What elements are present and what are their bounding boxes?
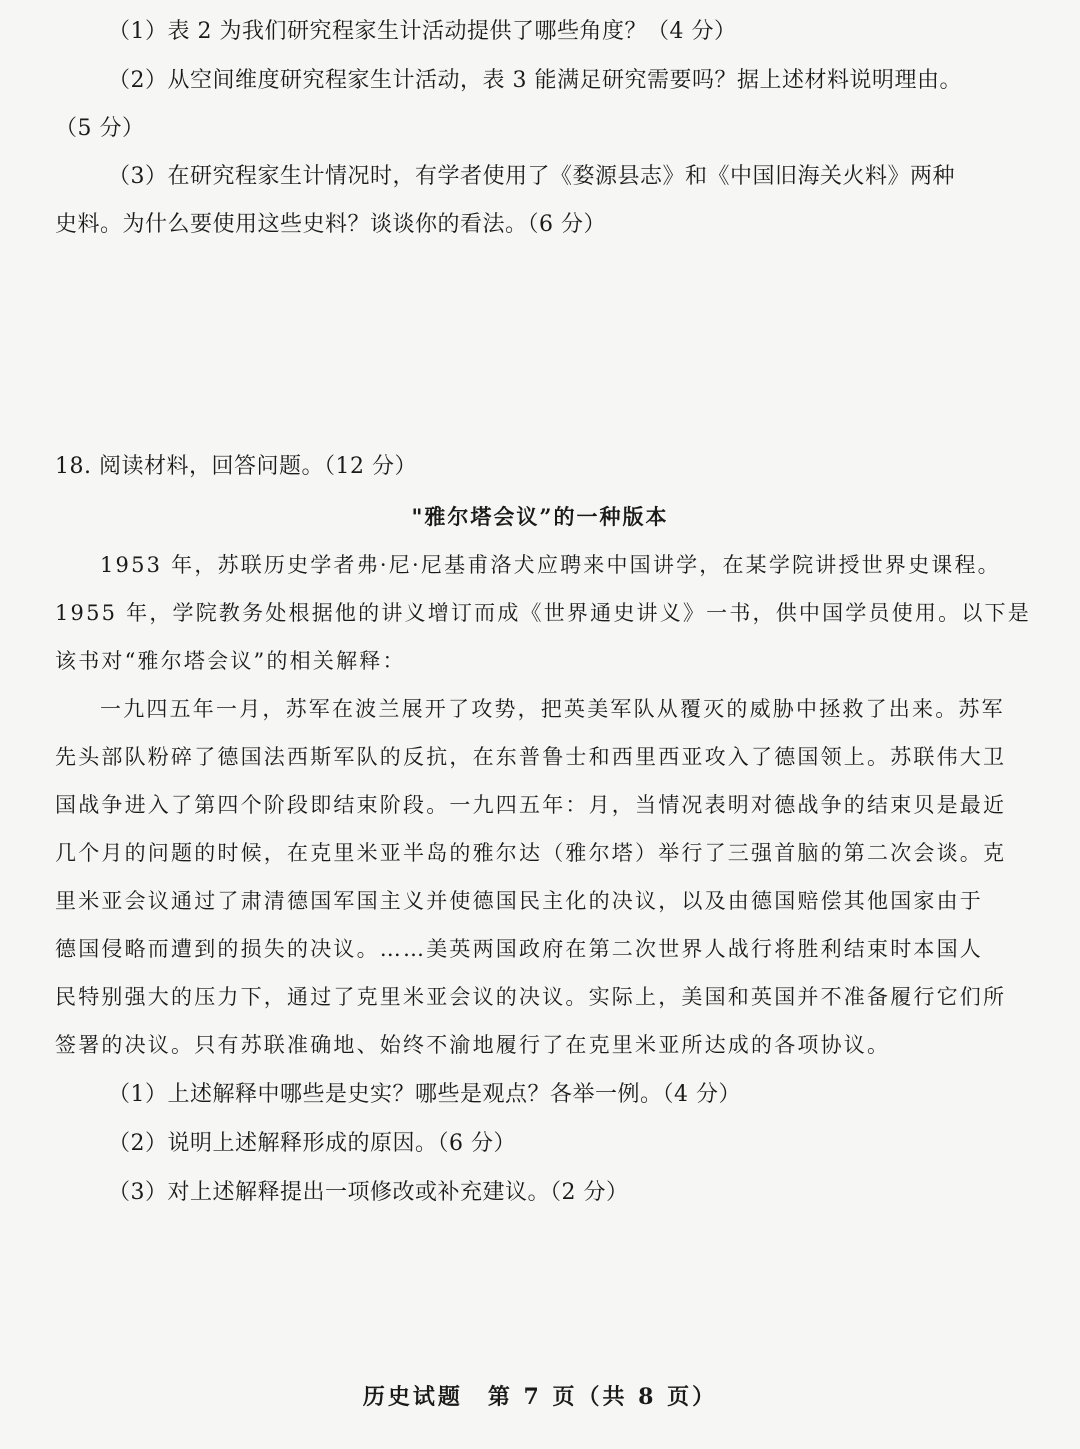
q18-sub3: （3）对上述解释提出一项修改或补充建议。（2 分） <box>108 1180 629 1205</box>
q17-sub3-line2: 史料。为什么要使用这些史料？谈谈你的看法。（6 分） <box>55 212 606 237</box>
quote-line: 先头部队粉碎了德国法西斯军队的反抗，在东普鲁士和西里西亚攻入了德国领上。苏联伟大卫 <box>55 745 1007 769</box>
intro-line: 1953 年，苏联历史学者弗·尼·尼基甫洛犬应聘来中国讲学，在某学院讲授世界史课程。 <box>100 553 1001 577</box>
quote-line: 德国侵略而遭到的损失的决议。……美英两国政府在第二次世界人战行将胜利结束时本国人 <box>55 937 983 961</box>
material-title: "雅尔塔会议”的一种版本 <box>411 504 669 529</box>
q18-sub2: （2）说明上述解释形成的原因。（6 分） <box>108 1131 516 1156</box>
quote-line: 民特别强大的压力下，通过了克里米亚会议的决议。实际上，美国和英国并不准备履行它们所 <box>55 985 1007 1009</box>
quote-line: 里米亚会议通过了肃清德国军国主义并使德国民主化的决议，以及由德国赔偿其他国家由于 <box>55 889 983 913</box>
q17-sub2-line2: （5 分） <box>55 116 145 141</box>
quote-line: 国战争进入了第四个阶段即结束阶段。一九四五年：月，当情况表明对德战争的结束贝是最近 <box>55 793 1007 817</box>
page-footer: 历史试题 第 7 页（共 8 页） <box>362 1384 718 1410</box>
q17-sub1: （1）表 2 为我们研究程家生计活动提供了哪些角度？（4 分） <box>108 19 737 44</box>
quote-line: 几个月的问题的时候，在克里米亚半岛的雅尔达（雅尔塔）举行了三强首脑的第二次会谈。克 <box>55 841 1007 865</box>
intro-line: 1955 年，学院教务处根据他的讲义增订而成《世界通史讲义》一书，供中国学员使用。以下是 <box>55 601 1031 625</box>
quote-line: 签署的决议。只有苏联准确地、始终不渝地履行了在克里米亚所达成的各项协议。 <box>55 1033 891 1057</box>
quote-line: 一九四五年一月，苏军在波兰展开了攻势，把英美军队从覆灭的威胁中拯救了出来。苏军 <box>100 697 1005 721</box>
q17-sub3-line1: （3）在研究程家生计情况时，有学者使用了《婺源县志》和《中国旧海关火料》两种 <box>108 164 955 189</box>
q17-sub2-line1: （2）从空间维度研究程家生计活动，表 3 能满足研究需要吗？据上述材料说明理由。 <box>108 68 962 93</box>
q18-heading: 18. 阅读材料，回答问题。（12 分） <box>55 454 417 479</box>
q18-sub1: （1）上述解释中哪些是史实？哪些是观点？各举一例。（4 分） <box>108 1082 741 1107</box>
intro-line: 该书对“雅尔塔会议”的相关解释： <box>55 649 406 673</box>
